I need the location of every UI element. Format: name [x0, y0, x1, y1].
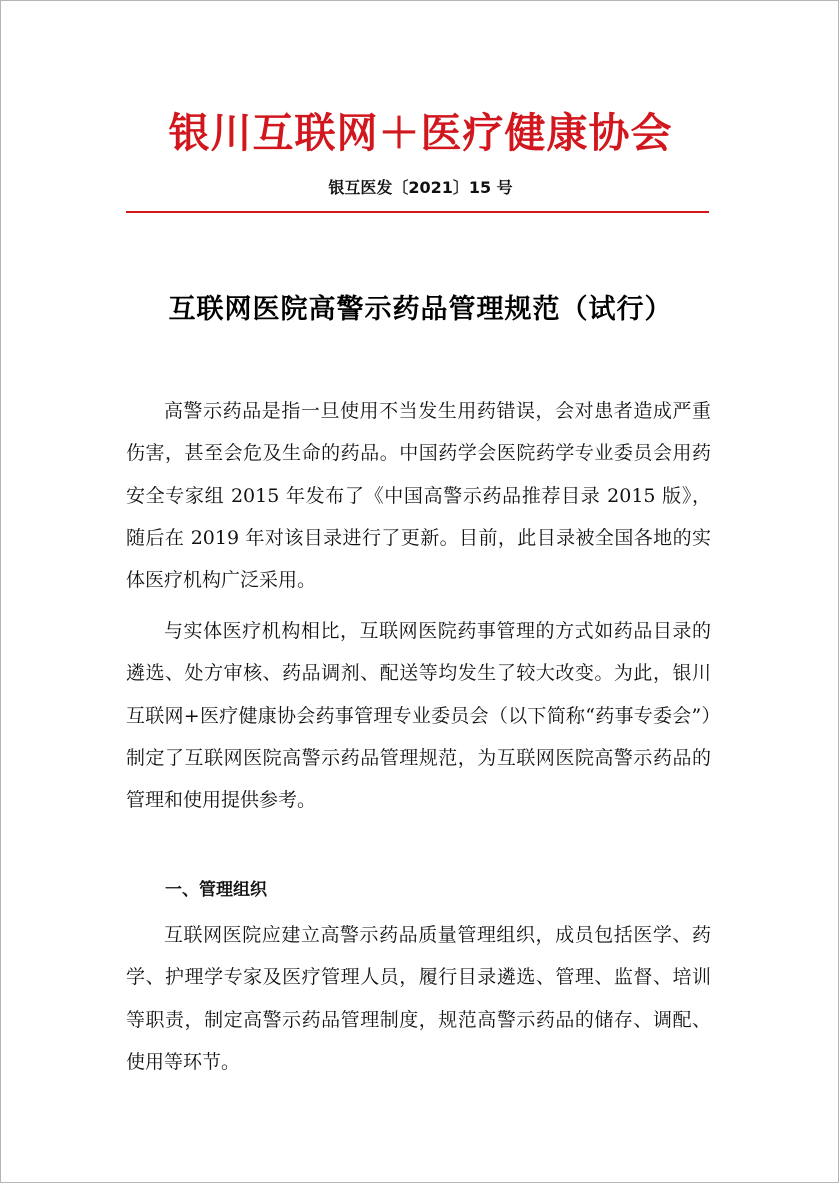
section-heading-management: 一、管理组织: [165, 880, 267, 900]
organization-title: 银川互联网＋医疗健康协会: [168, 109, 673, 157]
section-paragraph-block: [126, 914, 711, 1083]
paragraph-2: 与实体医疗机构相比，互联网医院药事管理的方式如药品目录的遴选、处方审核、药品调剂、配送等均发生了较大改变。为此，银川互联网+医疗健康协会药事管理专业委员会（以下简称“药事专委会”）制定了互联网医院高警示药品管理规范，为互联网医院高警示药品的管理和使用提供参考。: [126, 620, 711, 812]
paragraph-1: 高警示药品是指一旦使用不当发生用药错误，会对患者造成严重伤害，甚至会危及生命的药品。中国药学会医院药学专业委员会用药安全专家组 2015 年发布了《中国高警示药品推荐目录 2015 版》，随后在 2019 年对该目录进行了更新。目前，此目录被全国各地的实体医疗机构广泛采用。: [126, 400, 711, 592]
intro-paragraph-block: [126, 390, 711, 601]
section-paragraph: 互联网医院应建立高警示药品质量管理组织，成员包括医学、药学、护理学专家及医疗管理人员，履行目录遴选、管理、监督、培训等职责，制定高警示药品管理制度，规范高警示药品的储存、调配、使用等环节。: [126, 924, 711, 1073]
document-title: 互联网医院高警示药品管理规范（试行）: [168, 294, 673, 325]
context-paragraph-block: [126, 610, 711, 821]
document-number: 银互医发〔2021〕15 号: [328, 178, 513, 197]
red-divider-line: [126, 211, 709, 213]
